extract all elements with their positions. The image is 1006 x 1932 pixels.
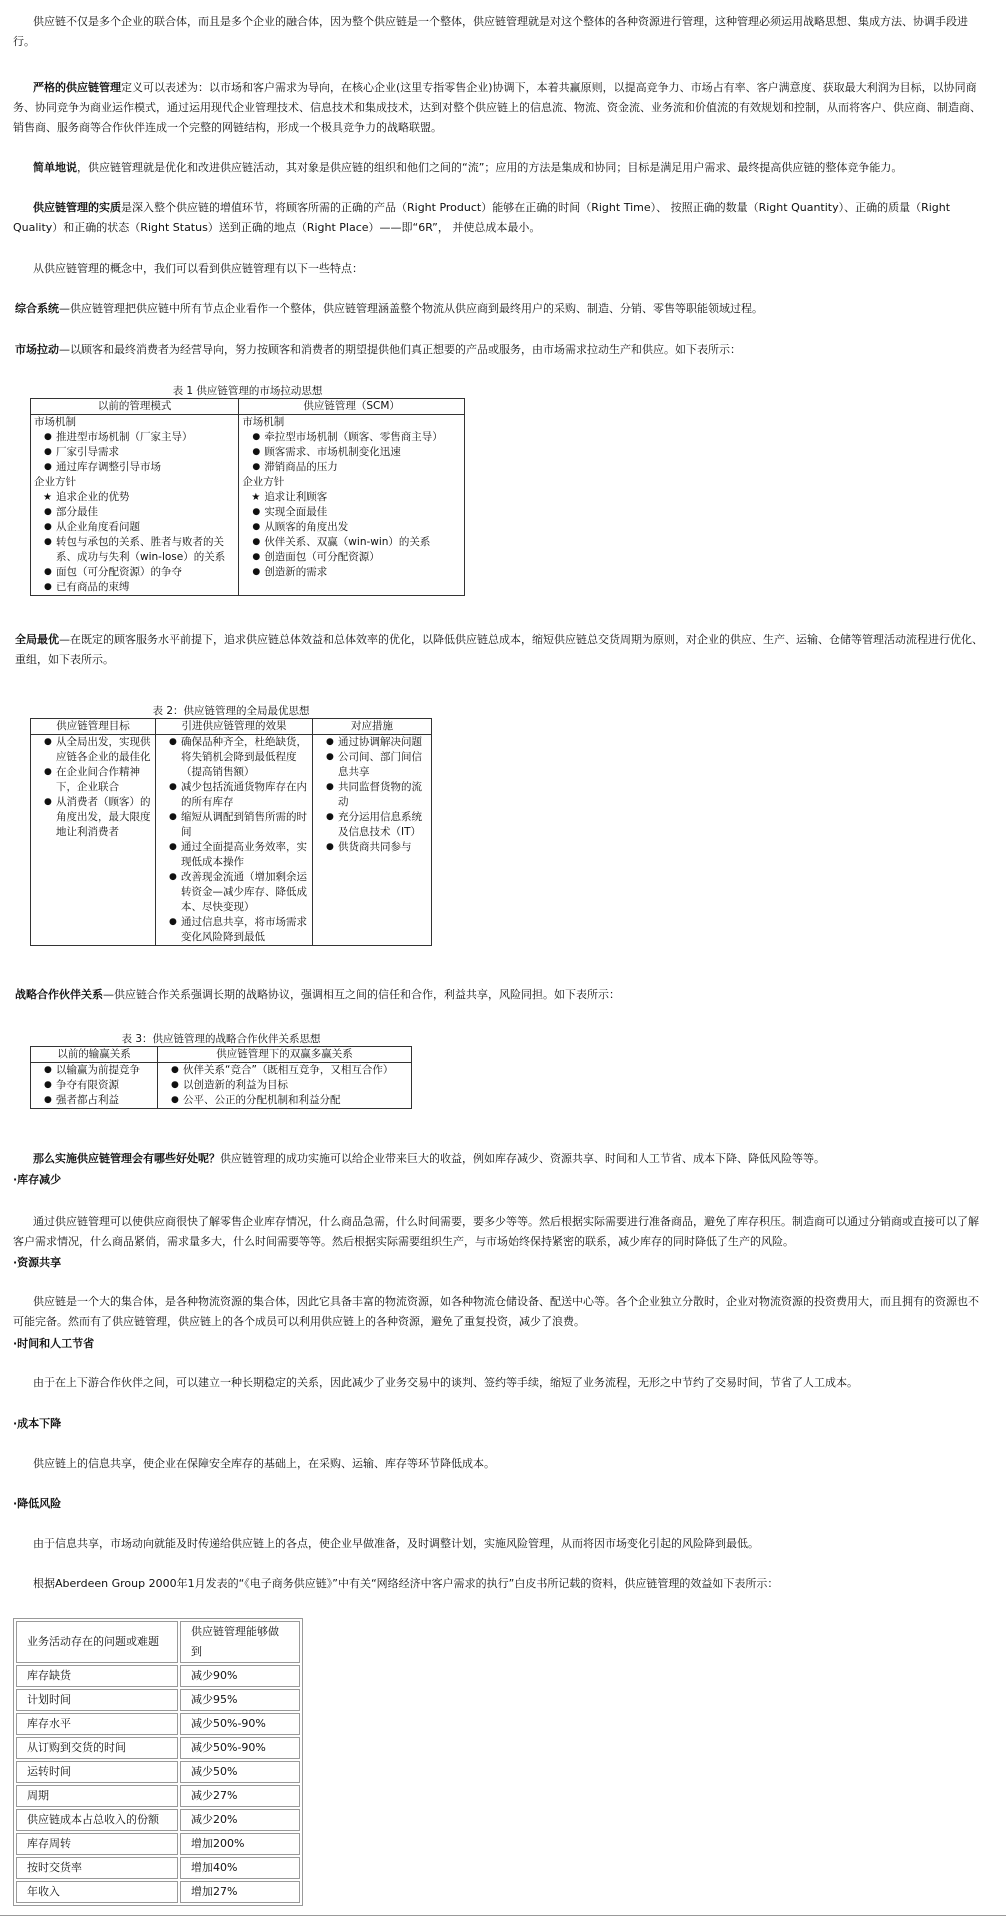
table-row [16, 1761, 300, 1783]
benefit-heading-inventory: ·库存减少 [13, 1173, 62, 1186]
benefit-heading-cost: ·成本下降 [13, 1417, 62, 1430]
table-1-block [30, 384, 465, 596]
benefits-table-header-row [16, 1621, 300, 1663]
benefit-text-risk: 由于信息共享，市场动向就能及时传递给供应链上的各点，使企业早做准备，及时调整计划，实施风险管理，从而将因市场变化引起的风险降到最低。 [33, 1537, 759, 1550]
list-item: ● 已有商品的束缚 [46, 580, 235, 595]
benefits-question-text: 供应链管理的成功实施可以给企业带来巨大的收益，例如库存减少、资源共享、时间和人工节省、成本下降、降低风险等等。 [220, 1152, 825, 1165]
list-item: ● 伙伴关系“竞合”（既相互竞争，又相互合作） [173, 1063, 408, 1078]
list-item: ● 减少包括流通货物库存在内的所有库存 [171, 780, 309, 810]
feature-1-term: 综合系统 [15, 302, 59, 315]
list-item: ● 顾客需求、市场机制变化迅速 [254, 445, 461, 460]
problem-cell: 年收入 [16, 1881, 178, 1903]
table-2-caption: 表 2：供应链管理的全局最优思想 [152, 705, 310, 717]
strict-definition-text: 定义可以表述为：以市场和客户需求为导向，在核心企业(这里专指零售企业)协调下，本着共赢原则，以提高竞争力、市场占有率、客户满意度、获取最大利润为目标，以协同商务、协同竞争为商业运作模式，通过运用现代企业管理技术、信息技术和集成技术，达到对整个供应链上的信息流、物流、资金流、业务流和价值流的有效规划和控制，从而将客户、供应商、制造商、销售商、服务商等合作伙伴连成一个完整的网链结构，形成一个极具竞争力的战略联盟。 [13, 81, 981, 134]
problem-cell: 周期 [16, 1785, 178, 1807]
list-item: ● 从顾客的角度出发 [254, 520, 461, 535]
problem-cell: 从订购到交货的时间 [16, 1737, 178, 1759]
table-2 [30, 718, 432, 946]
table-2-goal-list [34, 735, 152, 840]
feature-integrated-system [13, 299, 990, 319]
table-1-old-list [34, 415, 235, 595]
feature-2-text: —以顾客和最终消费者为经营导向，努力按顾客和消费者的期望提供他们真正想要的产品或服务，由市场需求拉动生产和供应。如下表所示： [59, 343, 741, 356]
table-3-new-list [161, 1063, 408, 1108]
table-2-effect-list [159, 735, 309, 945]
result-cell: 减少50%-90% [180, 1713, 300, 1735]
list-item: ● 以输赢为前提竞争 [46, 1063, 154, 1078]
table-1-old-subheading: 企业方针 [34, 476, 76, 488]
problem-cell: 库存缺货 [16, 1665, 178, 1687]
result-cell: 减少95% [180, 1689, 300, 1711]
simple-definition-term: 简单地说 [33, 161, 77, 174]
list-item: ● 供货商共同参与 [328, 840, 428, 855]
table-row [16, 1785, 300, 1807]
intro-paragraph-3 [13, 158, 988, 178]
bottom-divider [0, 1915, 1006, 1916]
list-item: ● 改善现金流通（增加剩余运转资金—减少库存、降低成本、尽快变现） [171, 870, 309, 915]
list-item: ● 公司间、部门间信息共享 [328, 750, 428, 780]
list-item: ● 厂家引导需求 [46, 445, 235, 460]
table-2-header-effect: 引进供应链管理的效果 [156, 719, 313, 735]
table-2-measure-column [313, 735, 432, 946]
table-1-scm-subheading: 企业方针 [242, 476, 285, 488]
list-item: ● 面包（可分配资源）的争夺 [46, 565, 235, 580]
list-item: ● 推进型市场机制（厂家主导） [46, 430, 235, 445]
list-item: ● 创造面包（可分配资源） [254, 550, 461, 565]
intro-paragraph-1 [13, 12, 988, 52]
aberdeen-source-text: 根据Aberdeen Group 2000年1月发表的“《电子商务供应链》”中有关“网络经济中客户需求的执行”白皮书所记载的资料，供应链管理的效益如下表所示： [33, 1577, 779, 1590]
list-item: ● 从企业角度看问题 [46, 520, 235, 535]
result-cell: 减少27% [180, 1785, 300, 1807]
benefits-question [13, 1149, 988, 1169]
table-3-new-column [158, 1063, 412, 1109]
table-1-caption: 表 1 供应链管理的市场拉动思想 [172, 385, 323, 397]
result-cell: 增加40% [180, 1857, 300, 1879]
table-3-old-column [31, 1063, 158, 1109]
list-item: ● 缩短从调配到销售所需的时间 [171, 810, 309, 840]
list-item: ● 通过库存调整引导市场 [46, 460, 235, 475]
problem-cell: 按时交货率 [16, 1857, 178, 1879]
feature-2-term: 市场拉动 [15, 343, 59, 356]
benefit-text-time: 由于在上下游合作伙伴之间，可以建立一种长期稳定的关系，因此减少了业务交易中的谈判、签约等手续，缩短了业务流程，无形之中节约了交易时间，节省了人工成本。 [33, 1376, 858, 1389]
result-cell: 增加200% [180, 1833, 300, 1855]
intro-paragraph-5 [13, 259, 988, 279]
feature-strategic-partnership [13, 985, 990, 1005]
benefits-question-term: 那么实施供应链管理会有哪些好处呢？ [33, 1152, 220, 1165]
list-item: ● 强者都占利益 [46, 1093, 154, 1108]
list-item: ● 伙伴关系、双赢（win-win）的关系 [254, 535, 461, 550]
table-2-goal-column [31, 735, 156, 946]
list-item: ● 从消费者（顾客）的角度出发，最大限度地让利消费者 [46, 795, 152, 840]
table-1-old-column [31, 415, 239, 596]
table-1-old-subheading: 市场机制 [34, 416, 76, 428]
features-intro-text: 从供应链管理的概念中，我们可以看到供应链管理有以下一些特点： [33, 262, 363, 275]
table-1-scm-list [242, 415, 461, 580]
list-item: ● 通过全面提高业务效率，实现低成本操作 [171, 840, 309, 870]
table-1-header-old: 以前的管理模式 [31, 399, 239, 415]
table-2-block [30, 704, 432, 946]
list-item: ● 部分最佳 [46, 505, 235, 520]
intro-text-1: 供应链不仅是多个企业的联合体，而且是多个企业的融合体，因为整个供应链是一个整体，供应链管理就是对这个整体的各种资源进行管理，这种管理必须运用战略思想、集成方法、协调手段进行。 [13, 15, 968, 48]
table-3-header-old: 以前的输赢关系 [31, 1047, 158, 1063]
essence-text: 是深入整个供应链的增值环节，将顾客所需的正确的产品（Right Product）能够在正确的时间（Right Time）、 按照正确的数量（Right Quantity）、正确的质量（Right Quality）和正确的状态（Right Status）送到正确的地点（Right Place）——即“6R”， 并使总成本最小。 [13, 201, 951, 234]
list-item: ★ 追求企业的优势 [46, 490, 235, 505]
table-row [16, 1689, 300, 1711]
result-cell: 减少20% [180, 1809, 300, 1831]
problem-cell: 库存周转 [16, 1833, 178, 1855]
benefits-table [13, 1618, 303, 1906]
benefits-header-result: 供应链管理能够做到 [180, 1621, 300, 1663]
intro-paragraph-4 [13, 198, 988, 238]
feature-3-term: 全局最优 [15, 633, 59, 646]
table-1-header-scm: 供应链管理（SCM） [239, 399, 465, 415]
benefit-heading-time: ·时间和人工节省 [13, 1337, 95, 1350]
table-row [16, 1713, 300, 1735]
list-item: ● 创造新的需求 [254, 565, 461, 580]
feature-global-optimum [13, 630, 990, 670]
result-cell: 增加27% [180, 1881, 300, 1903]
list-item: ● 以创造新的利益为目标 [173, 1078, 408, 1093]
result-cell: 减少50%-90% [180, 1737, 300, 1759]
table-2-measure-list [316, 735, 428, 855]
list-item: ● 公平、公正的分配机制和利益分配 [173, 1093, 408, 1108]
table-row [16, 1833, 300, 1855]
benefit-text-inventory: 通过供应链管理可以使供应商很快了解零售企业库存情况，什么商品急需，什么时间需要，要多少等等。然后根据实际需要进行准备商品，避免了库存积压。制造商可以通过分销商或直接可以了解客户需求情况，什么商品紧俏，需求量多大，什么时间需要等等。然后根据实际需要组织生产，与市场始终保持紧密的联系，减少库存的同时降低了生产的风险。 [13, 1215, 979, 1248]
table-2-header-measure: 对应措施 [313, 719, 432, 735]
table-3-header-new: 供应链管理下的双赢多赢关系 [158, 1047, 412, 1063]
list-item: ● 从全局出发，实现供应链各企业的最佳化 [46, 735, 152, 765]
list-item: ★ 追求让利顾客 [254, 490, 461, 505]
strict-definition-term: 严格的供应链管理 [33, 81, 121, 94]
list-item: ● 争夺有限资源 [46, 1078, 154, 1093]
intro-paragraph-2 [13, 78, 988, 138]
list-item: ● 充分运用信息系统及信息技术（IT） [328, 810, 428, 840]
table-3-caption: 表 3：供应链管理的战略合作伙伴关系思想 [121, 1033, 321, 1045]
table-1-scm-subheading: 市场机制 [242, 416, 285, 428]
benefit-heading-resources: ·资源共享 [13, 1256, 62, 1269]
list-item: ● 转包与承包的关系、胜者与败者的关系、成功与失利（win-lose）的关系 [46, 535, 235, 565]
table-3 [30, 1046, 412, 1109]
result-cell: 减少90% [180, 1665, 300, 1687]
list-item: ● 通过协调解决问题 [328, 735, 428, 750]
list-item: ● 牵拉型市场机制（顾客、零售商主导） [254, 430, 461, 445]
feature-4-term: 战略合作伙伴关系 [15, 988, 103, 1001]
benefit-heading-risk: ·降低风险 [13, 1497, 62, 1510]
list-item: ● 实现全面最佳 [254, 505, 461, 520]
table-3-block [30, 1032, 412, 1109]
table-3-old-list [34, 1063, 154, 1108]
list-item: ● 确保品种齐全，杜绝缺货，将失销机会降到最低程度（提高销售额） [171, 735, 309, 780]
table-row [16, 1881, 300, 1903]
table-row [16, 1665, 300, 1687]
feature-market-pull [13, 340, 990, 360]
list-item: ● 在企业间合作精神下，企业联合 [46, 765, 152, 795]
table-row [16, 1809, 300, 1831]
essence-term: 供应链管理的实质 [33, 201, 121, 214]
table-row [16, 1857, 300, 1879]
list-item: ● 滞销商品的压力 [254, 460, 461, 475]
feature-3-text: —在既定的顾客服务水平前提下，追求供应链总体效益和总体效率的优化，以降低供应链总成本，缩短供应链总交货周期为原则，对企业的供应、生产、运输、仓储等管理活动流程进行优化、重组，如下表所示。 [15, 633, 983, 666]
result-cell: 减少50% [180, 1761, 300, 1783]
problem-cell: 运转时间 [16, 1761, 178, 1783]
table-2-effect-column [156, 735, 313, 946]
feature-1-text: —供应链管理把供应链中所有节点企业看作一个整体，供应链管理涵盖整个物流从供应商到最终用户的采购、制造、分销、零售等职能领域过程。 [59, 302, 763, 315]
benefit-text-cost: 供应链上的信息共享，使企业在保障安全库存的基础上，在采购、运输、库存等环节降低成本。 [33, 1457, 495, 1470]
problem-cell: 计划时间 [16, 1689, 178, 1711]
problem-cell: 供应链成本占总收入的份额 [16, 1809, 178, 1831]
simple-definition-text: ，供应链管理就是优化和改进供应链活动，其对象是供应链的组织和他们之间的“流”；应用的方法是集成和协同；目标是满足用户需求、最终提高供应链的整体竞争能力。 [77, 161, 903, 174]
list-item: ● 共同监督货物的流动 [328, 780, 428, 810]
table-1 [30, 398, 465, 596]
table-row [16, 1737, 300, 1759]
benefits-header-problem: 业务活动存在的问题或难题 [16, 1621, 178, 1663]
table-2-header-goal: 供应链管理目标 [31, 719, 156, 735]
problem-cell: 库存水平 [16, 1713, 178, 1735]
list-item: ● 通过信息共享，将市场需求变化风险降到最低 [171, 915, 309, 945]
feature-4-text: —供应链合作关系强调长期的战略协议，强调相互之间的信任和合作，利益共享，风险同担。如下表所示： [103, 988, 620, 1001]
benefit-text-resources: 供应链是一个大的集合体，是各种物流资源的集合体，因此它具备丰富的物流资源，如各种物流仓储设备、配送中心等。各个企业独立分散时，企业对物流资源的投资费用大，而且拥有的资源也不可能完备。然而有了供应链管理，供应链上的各个成员可以利用供应链上的各种资源，避免了重复投资，减少了浪费。 [13, 1295, 979, 1328]
table-1-scm-column [239, 415, 465, 596]
